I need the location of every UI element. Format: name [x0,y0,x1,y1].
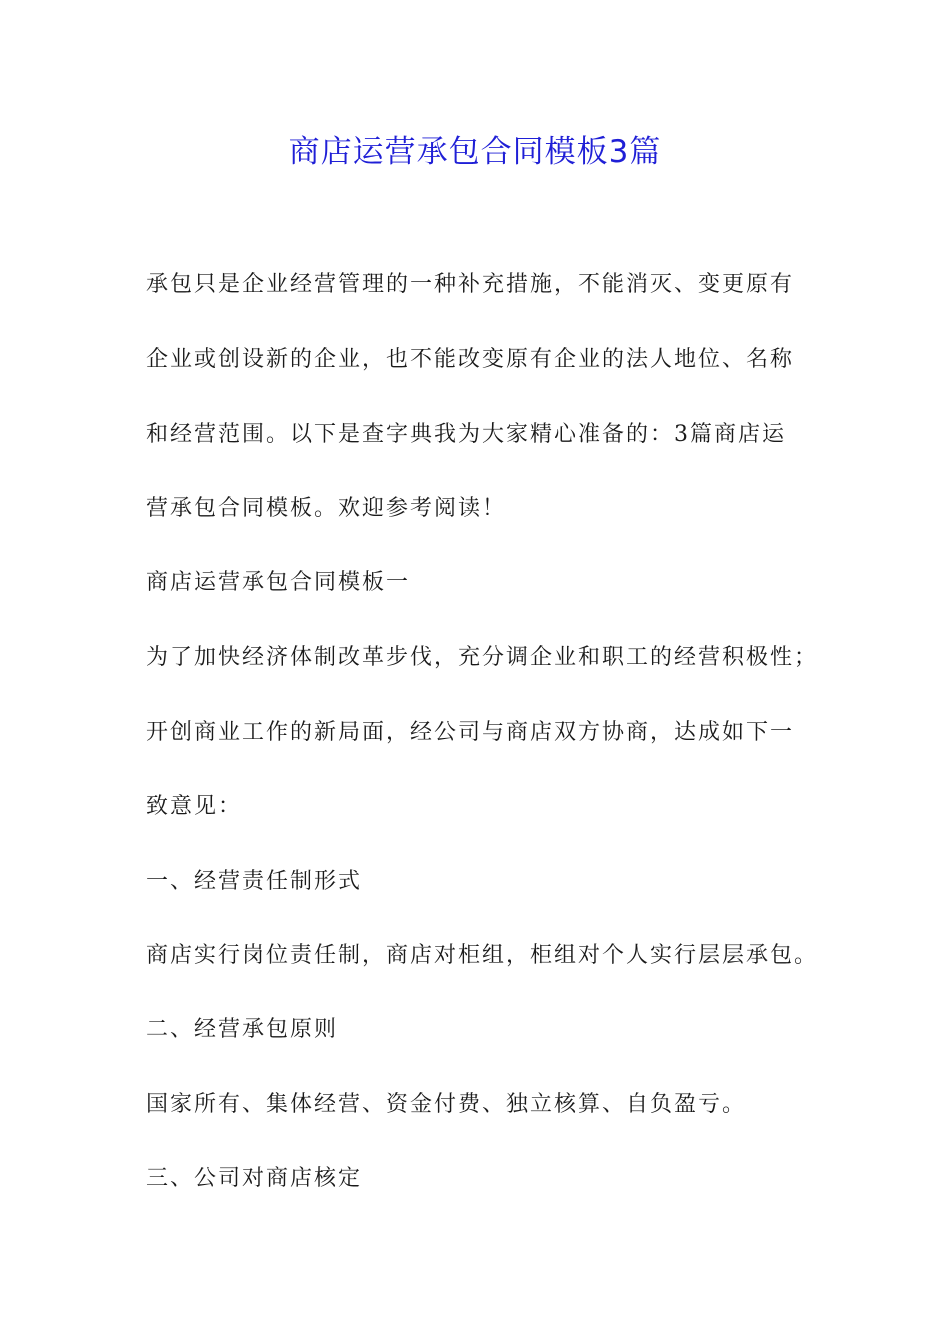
paragraph-line: 开创商业工作的新局面，经公司与商店双方协商，达成如下一 [146,720,795,745]
section-heading: 二、经营承包原则 [146,1017,339,1042]
document-title: 商店运营承包合同模板3篇 [288,134,662,170]
paragraph-line: 和经营范围。以下是查字典我为大家精心准备的：3篇商店运 [146,422,786,447]
section-heading: 一、经营责任制形式 [146,869,363,894]
paragraph-line: 企业或创设新的企业，也不能改变原有企业的法人地位、名称 [146,347,795,372]
paragraph-line: 致意见： [146,794,243,819]
section-heading: 商店运营承包合同模板一 [146,570,411,595]
paragraph-line: 为了加快经济体制改革步伐，充分调企业和职工的经营积极性； [146,645,819,670]
paragraph-line: 承包只是企业经营管理的一种补充措施，不能消灭、变更原有 [146,272,795,297]
section-heading: 三、公司对商店核定 [146,1166,363,1191]
paragraph-line: 商店实行岗位责任制，商店对柜组，柜组对个人实行层层承包。 [146,943,819,968]
paragraph-line: 国家所有、集体经营、资金付费、独立核算、自负盈亏。 [146,1092,747,1117]
paragraph-line: 营承包合同模板。欢迎参考阅读！ [146,496,507,521]
